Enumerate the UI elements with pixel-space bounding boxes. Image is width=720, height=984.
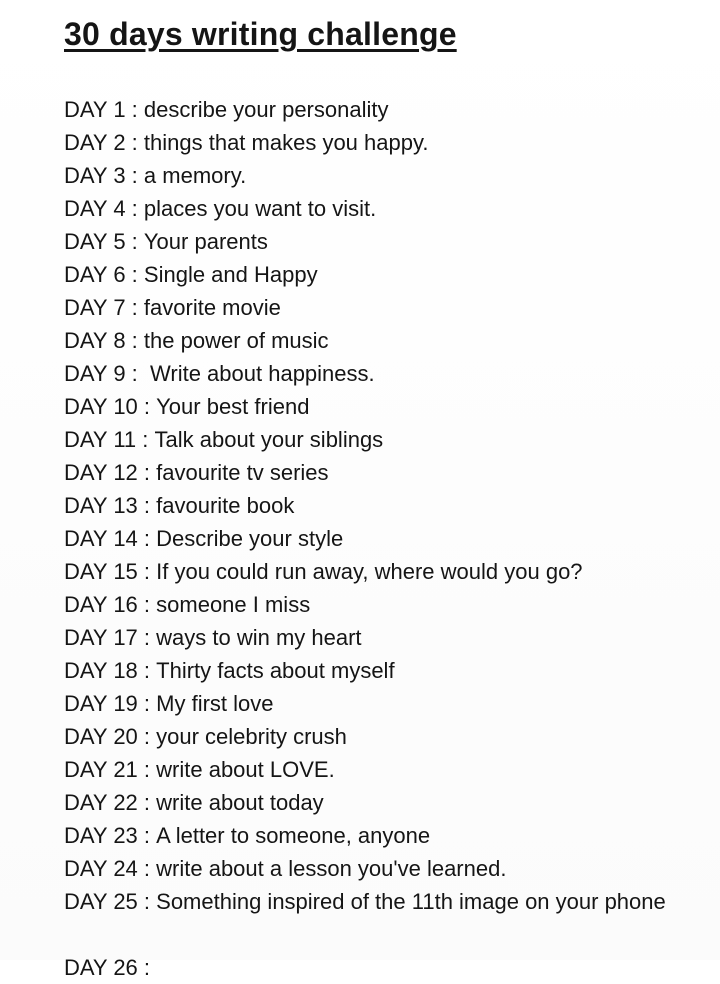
list-item [64, 555, 704, 588]
list-item [64, 456, 704, 489]
list-item [64, 687, 704, 720]
separator: : [137, 823, 157, 848]
list-item [64, 753, 704, 786]
list-item [64, 258, 704, 291]
separator: : [137, 625, 157, 650]
prompt-text: write about today [156, 790, 324, 815]
prompt-text: the power of music [143, 328, 329, 353]
list-item [64, 489, 704, 522]
prompt-text: A letter to someone, anyone [156, 823, 431, 848]
separator: : [136, 427, 155, 452]
day-label: DAY 8 [64, 328, 126, 353]
prompt-text: favourite book [156, 493, 295, 518]
day-label: DAY 17 [64, 625, 138, 650]
day-label: DAY 25 [64, 889, 138, 914]
prompt-text: Your parents [143, 229, 268, 254]
cutoff-list-item: DAY 26 : [64, 955, 157, 980]
prompt-text: If you could run away, where would you go? [156, 559, 583, 584]
day-label: DAY 22 [64, 790, 138, 815]
separator: : [137, 724, 157, 749]
prompt-text: Thirty facts about myself [156, 658, 395, 683]
list-item [64, 522, 704, 555]
list-item [64, 720, 704, 753]
list-item [64, 126, 704, 159]
list-item [64, 852, 704, 885]
list-item [64, 225, 704, 258]
day-label: DAY 15 [64, 559, 138, 584]
separator: : [137, 592, 157, 617]
list-item [64, 423, 704, 456]
list-item [64, 786, 704, 819]
list-item [64, 291, 704, 324]
day-label: DAY 4 [64, 196, 126, 221]
list-item [64, 159, 704, 192]
list-item [64, 654, 704, 687]
separator: : [137, 691, 157, 716]
prompt-text: Write about happiness. [143, 361, 375, 386]
separator: : [125, 295, 144, 320]
separator: : [125, 328, 144, 353]
separator: : [125, 262, 144, 287]
list-item [64, 357, 704, 390]
prompt-text: write about LOVE. [156, 757, 335, 782]
day-label: DAY 9 [64, 361, 126, 386]
day-label: DAY 5 [64, 229, 126, 254]
day-label: DAY 13 [64, 493, 138, 518]
prompt-text: favorite movie [143, 295, 281, 320]
prompt-text: your celebrity crush [156, 724, 347, 749]
day-label: DAY 6 [64, 262, 126, 287]
separator: : [137, 889, 157, 914]
day-label: DAY 18 [64, 658, 138, 683]
separator: : [137, 394, 157, 419]
day-label: DAY 19 [64, 691, 138, 716]
separator: : [137, 493, 157, 518]
prompt-text: Something inspired of the 11th image on your phone [156, 889, 666, 914]
prompt-text: describe your personality [143, 97, 389, 122]
separator: : [125, 361, 144, 386]
day-label: DAY 23 [64, 823, 138, 848]
prompt-text: things that makes you happy. [143, 130, 429, 155]
day-label: DAY 14 [64, 526, 138, 551]
list-item [64, 324, 704, 357]
prompt-text: ways to win my heart [156, 625, 362, 650]
separator: : [137, 757, 157, 782]
separator: : [137, 460, 157, 485]
prompt-text: a memory. [143, 163, 247, 188]
list-item [64, 885, 704, 918]
prompt-text: favourite tv series [156, 460, 329, 485]
day-label: DAY 16 [64, 592, 138, 617]
list-item [64, 588, 704, 621]
separator: : [125, 196, 144, 221]
day-label: DAY 1 [64, 97, 126, 122]
prompt-text: Single and Happy [143, 262, 318, 287]
separator: : [137, 856, 157, 881]
separator: : [137, 559, 157, 584]
separator: : [125, 229, 144, 254]
list-item [64, 621, 704, 654]
list-item [64, 390, 704, 423]
separator: : [125, 130, 144, 155]
list-item [64, 819, 704, 852]
prompt-text: My first love [156, 691, 274, 716]
page-title: 30 days writing challenge [64, 16, 457, 52]
prompt-text: Describe your style [156, 526, 344, 551]
prompt-text: Your best friend [156, 394, 310, 419]
list-item [64, 192, 704, 225]
prompt-text: places you want to visit. [143, 196, 377, 221]
day-label: DAY 20 [64, 724, 138, 749]
day-label: DAY 10 [64, 394, 138, 419]
separator: : [137, 790, 157, 815]
day-label: DAY 2 [64, 130, 126, 155]
prompt-text: Talk about your siblings [154, 427, 384, 452]
day-label: DAY 11 [64, 427, 137, 452]
day-label: DAY 7 [64, 295, 126, 320]
day-label: DAY 3 [64, 163, 126, 188]
list-item [64, 93, 704, 126]
day-label: DAY 21 [64, 757, 138, 782]
separator: : [125, 163, 144, 188]
prompt-text: someone I miss [156, 592, 311, 617]
separator: : [137, 526, 157, 551]
separator: : [137, 658, 157, 683]
prompt-text: write about a lesson you've learned. [156, 856, 507, 881]
challenge-list [64, 93, 704, 918]
separator: : [125, 97, 144, 122]
day-label: DAY 24 [64, 856, 138, 881]
day-label: DAY 12 [64, 460, 138, 485]
